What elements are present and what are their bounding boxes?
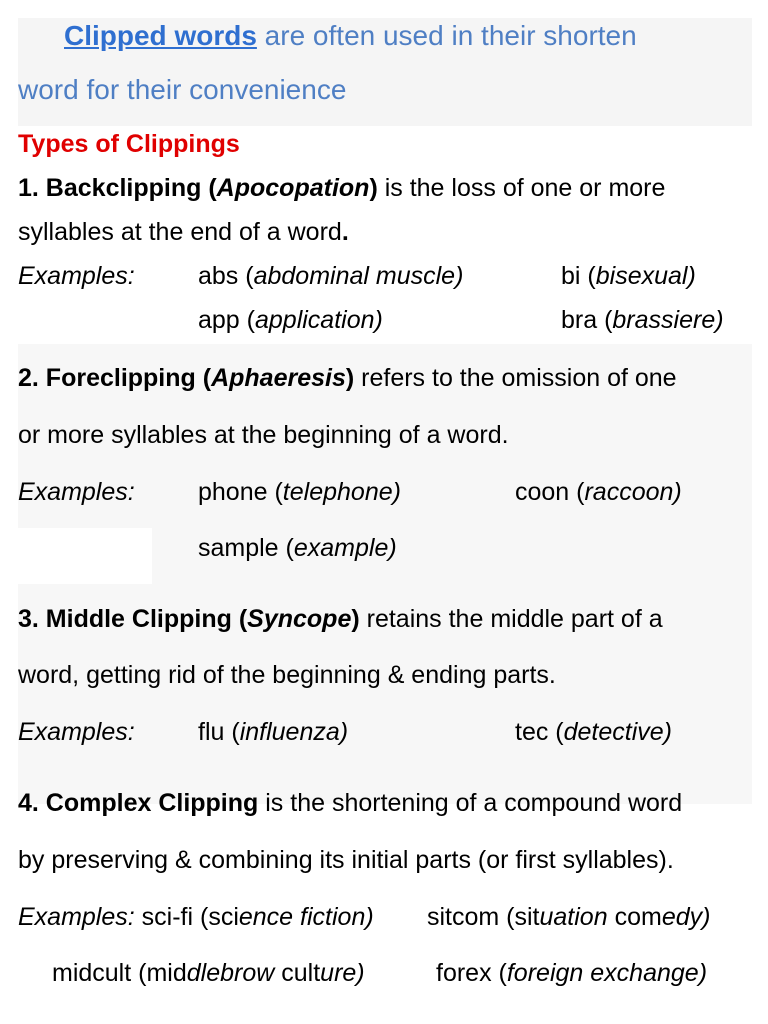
- foreclipping-examples-label: Examples:: [18, 478, 135, 506]
- example-sitcom: sitcom (situation comedy): [427, 903, 711, 931]
- example-bra: bra (brassiere): [561, 306, 724, 334]
- example-flu: flu (influenza): [198, 718, 349, 746]
- foreclipping-line-1: 2. Foreclipping (Aphaeresis) refers to the omission of one: [18, 364, 677, 392]
- example-app: app (application): [198, 306, 383, 334]
- backclipping-line-2: syllables at the end of a word.: [18, 218, 349, 246]
- example-midcult: midcult (middlebrow culture): [52, 959, 365, 987]
- foreclipping-line-2: or more syllables at the beginning of a word.: [18, 421, 509, 449]
- intro-line-1-rest: are often used in their shorten: [256, 20, 637, 51]
- backclipping-line-1: 1. Backclipping (Apocopation) is the loss of one or more: [18, 174, 666, 202]
- example-sample: sample (example): [198, 534, 397, 562]
- middle-clipping-examples-label: Examples:: [18, 718, 135, 746]
- complex-clipping-line-2: by preserving & combining its initial parts (or first syllables).: [18, 846, 674, 874]
- example-tec: tec (detective): [515, 718, 673, 746]
- complex-clipping-line-1: 4. Complex Clipping is the shortening of a compound word: [18, 789, 683, 817]
- complex-examples-row-1: Examples: sci-fi (science fiction): [18, 903, 374, 931]
- types-heading: Types of Clippings: [18, 130, 240, 158]
- blank-patch: [18, 528, 152, 584]
- intro-line-2: word for their convenience: [18, 74, 347, 105]
- example-bi: bi (bisexual): [561, 262, 696, 290]
- example-forex: forex (foreign exchange): [436, 959, 708, 987]
- example-abs: abs (abdominal muscle): [198, 262, 464, 290]
- backclipping-examples-label: Examples:: [18, 262, 135, 290]
- clipped-words-term: Clipped words: [64, 20, 257, 51]
- example-phone: phone (telephone): [198, 478, 401, 506]
- intro-line-1: [64, 20, 637, 52]
- middle-clipping-line-1: 3. Middle Clipping (Syncope) retains the middle part of a: [18, 605, 663, 633]
- middle-clipping-line-2: word, getting rid of the beginning & ending parts.: [18, 661, 556, 689]
- example-coon: coon (raccoon): [515, 478, 682, 506]
